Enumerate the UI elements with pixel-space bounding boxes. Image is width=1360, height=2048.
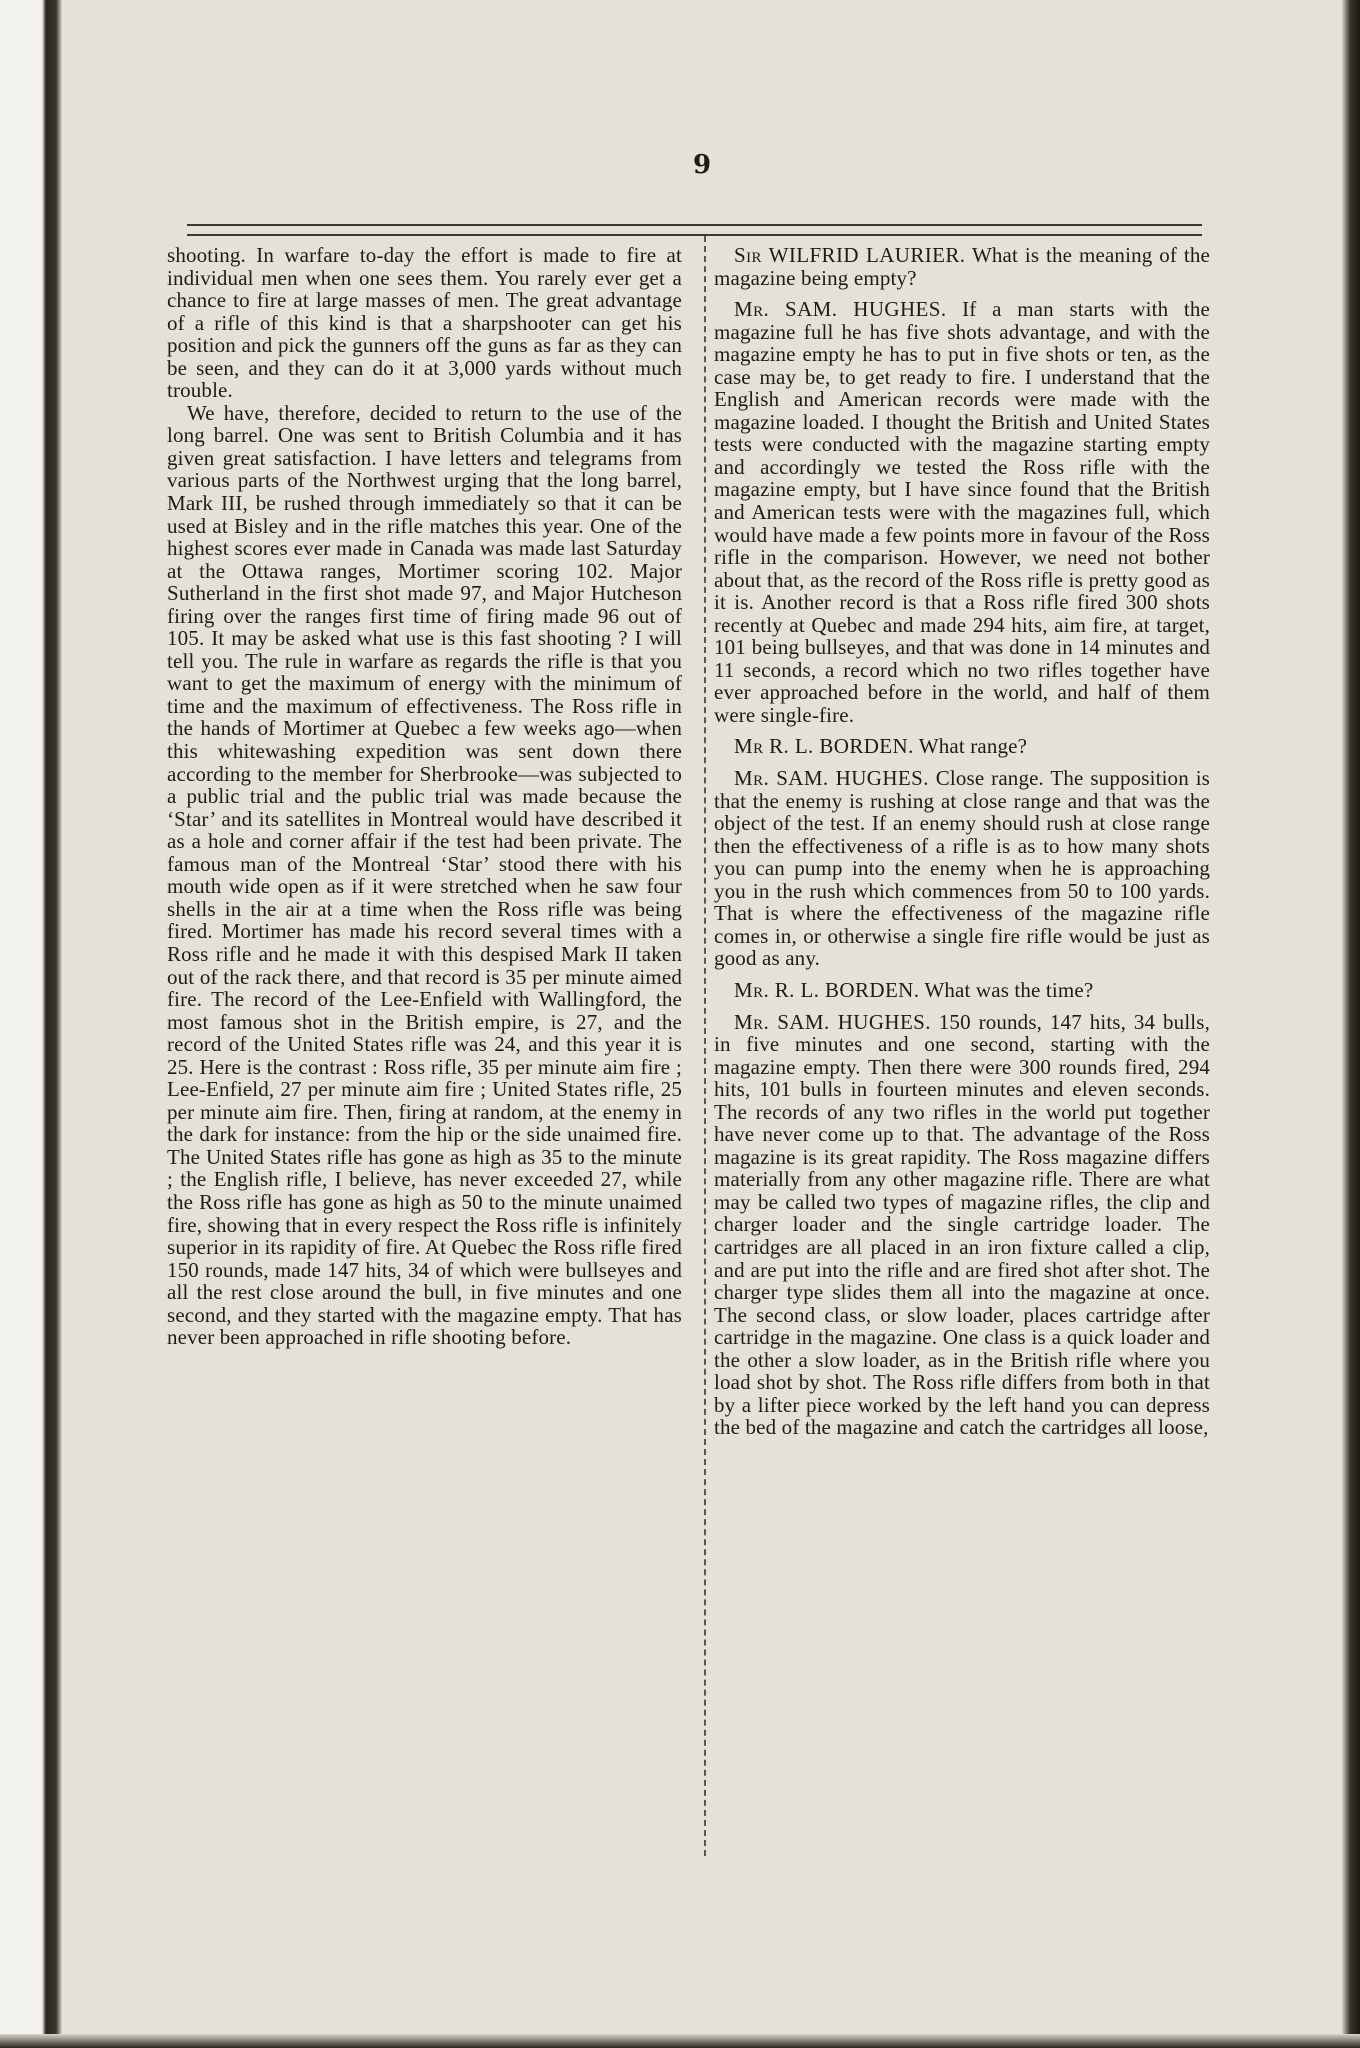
page-bottom-edge: [0, 2034, 1360, 2048]
page-number: 9: [692, 150, 712, 180]
speech-text: What is the meaning of the magazine being empty?: [714, 243, 1210, 290]
speaker-name: Mr. SAM. HUGHES.: [734, 297, 947, 322]
exchange: [714, 767, 1210, 970]
exchange: [714, 1011, 1210, 1439]
left-column: [167, 244, 682, 1349]
exchange: [714, 979, 1210, 1002]
exchange: [714, 735, 1210, 758]
speaker-name: Mr. R. L. BORDEN.: [734, 977, 920, 1002]
header-rule: [187, 224, 1202, 236]
speaker-name: Sir WILFRID LAURIER.: [734, 243, 966, 267]
speech-text: If a man starts with the magazine full he has five shots advantage, and with the magazine empty he has to put in five shots or ten, as the case may be, to get ready to fire. I understand that the English and American records were made with the magazine loaded. I thought the British and United States tests were conducted with the magazine starting empty and accordingly we tested the Ross rifle with the magazine empty, but I have since found that the British and American tests were with the magazines full, which would have made a few points more in favour of the Ross rifle in the comparison. However, we need not bother about that, as the record of the Ross rifle is pretty good as it is. Another record is that a Ross rifle fired 300 shots recently at Quebec and made 294 hits, aim fire, at target, 101 being bullseyes, and that was done in 14 minutes and 11 seconds, a record which no two rifles together have ever approached before in the world, and half of them were single-fire.: [714, 297, 1210, 727]
column-divider: [704, 236, 706, 1856]
document-page: [62, 0, 1342, 2034]
right-column: [714, 244, 1210, 1448]
binding-edge: [0, 0, 62, 2048]
speaker-name: Mr. SAM. HUGHES.: [734, 1009, 931, 1034]
speech-text: What was the time?: [924, 977, 1094, 1002]
paragraph: We have, therefore, decided to return to the use of the long barrel. One was sent to British Columbia and it has given great satisfaction. I have letters and telegrams from various parts of the Northwest urging that the long barrel, Mark III, be rushed through immediately so that it can be used at Bisley and in the rifle matches this year. One of the highest scores ever made in Canada was made last Saturday at the Ottawa ranges, Mortimer scoring 102. Major Sutherland in the first shot made 97, and Major Hutcheson firing over the ranges first time of firing made 96 out of 105. It may be asked what use is this fast shooting ? I will tell you. The rule in warfare as regards the rifle is that you want to get the maximum of energy with the minimum of time and the maximum of effectiveness. The Ross rifle in the hands of Mortimer at Quebec a few weeks ago—when this whitewashing expedition was sent down there according to the member for Sherbrooke—was subjected to a public trial and the public trial was made because the ‘Star’ and its satellites in Montreal would have described it as a hole and corner affair if the test had been private. The famous man of the Montreal ‘Star’ stood there with his mouth wide open as if it were stretched when he saw four shells in the air at a time when the Ross rifle was being fired. Mortimer has made his record several times with a Ross rifle and he made it with this despised Mark II taken out of the rack there, and that record is 35 per minute aimed fire. The record of the Lee-Enfield with Wallingford, the most famous shot in the British empire, is 27, and the record of the United States rifle was 24, and this year it is 25. Here is the contrast : Ross rifle, 35 per minute aim fire ; Lee-Enfield, 27 per minute aim fire ; United States rifle, 25 per minute aim fire. Then, firing at random, at the enemy in the dark for instance: from the hip or the side unaimed fire. The United States rifle has gone as high as 35 to the minute ; the English rifle, I believe, has never exceeded 27, while the Ross rifle has gone as high as 50 to the minute unaimed fire, showing that in every respect the Ross rifle is infinitely superior in its rapidity of fire. At Quebec the Ross rifle fired 150 rounds, made 147 hits, 34 of which were bullseyes and all the rest close around the bull, in five minutes and one second, and they started with the magazine empty. That has never been approached in rifle shooting before.: [167, 400, 682, 1350]
paragraph: shooting. In warfare to-day the effort is made to fire at individual men when one sees them. You rarely ever get a chance to fire at large masses of men. The great advantage of a rifle of this kind is that a sharpshooter can get his position and pick the gunners off the guns as far as they can be seen, and they can do it at 3,000 yards without much trouble.: [167, 243, 682, 403]
page-edge-shadow: [1342, 0, 1360, 2048]
speech-text: 150 rounds, 147 hits, 34 bulls, in five minutes and one second, starting with the magazine empty. Then there were 300 rounds fired, 294 hits, 101 bulls in fourteen minutes and eleven seconds. The records of any two rifles in the world put together have never come up to that. The advantage of the Ross magazine is its great rapidity. The Ross magazine differs materially from any other magazine rifle. There are what may be called two types of magazine rifles, the clip and charger loader and the single cartridge loader. The cartridges are all placed in an iron fixture called a clip, and are put into the rifle and are fired shot after shot. The charger type slides them all into the magazine at once. The second class, or slow loader, places cartridge after cartridge in the magazine. One class is a quick loader and the other a slow loader, as in the British rifle where you load shot by shot. The Ross rifle differs from both in that by a lifter piece worked by the left hand you can depress the bed of the magazine and catch the cartridges all loose,: [714, 1009, 1211, 1440]
speech-text: What range?: [918, 734, 1028, 759]
speaker-name: Mr. SAM. HUGHES.: [734, 766, 929, 791]
speech-text: Close range. The supposition is that the enemy is rushing at close range and that was the object of the test. If an enemy should rush at close range then the effectiveness of a rifle is as to how many shots you can pump into the enemy when he is approaching you in the rush which commences from 50 to 100 yards. That is where the effectiveness of the magazine rifle comes in, or otherwise a single fire rifle would be just as good as any.: [714, 766, 1211, 971]
exchange: [714, 244, 1210, 289]
speaker-name: Mr R. L. BORDEN.: [734, 734, 914, 759]
exchange: [714, 298, 1210, 726]
